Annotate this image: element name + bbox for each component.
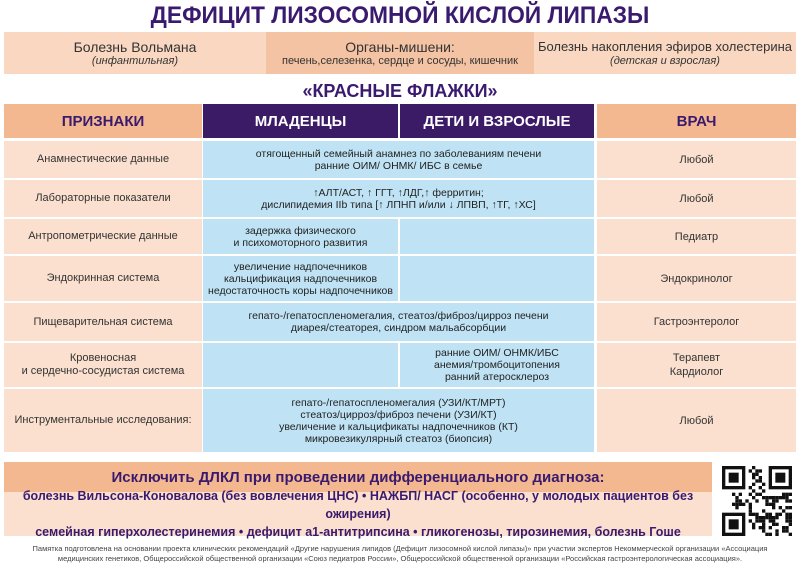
row-adult: ранние ОИМ/ ОНМК/ИБС анемия/тромбоцитопения ранний атеросклероз (400, 343, 594, 387)
row-doctor: Любой (597, 180, 796, 217)
row-doctor: Терапевт Кардиолог (597, 343, 796, 387)
row-infant: задержка физического и психомоторного развития (203, 219, 398, 254)
targets-box (266, 32, 534, 74)
row-label: Кровеносная и сердечно-сосудистая система (4, 343, 202, 387)
row-label: Анамнестические данные (4, 141, 202, 178)
qr-code (722, 466, 792, 536)
cesd-name: Болезнь накопления эфиров холестерина (537, 38, 793, 54)
row-label: Инструментальные исследования: (4, 389, 202, 452)
red-flags-heading: «КРАСНЫЕ ФЛАЖКИ» (302, 81, 498, 101)
footer-line-2: медицинских генетиков, Общероссийской общественной организации «Союз педиатров России», Общероссийской общественной организации «Российская гастроэнтерологическая ассоциация». (57, 554, 743, 563)
qr-code-icon (722, 466, 792, 536)
footer-note (4, 544, 796, 568)
row-doctor: Любой (597, 141, 796, 178)
row-label: Лабораторные показатели (4, 180, 202, 217)
row-doctor: Гастроэнтеролог (597, 303, 796, 341)
row-adult (400, 219, 594, 254)
targets-sub: печень,селезенка, сердце и сосуды, кишечник (282, 54, 518, 67)
row-combined: гепато-/гепатоспленомегалия, стеатоз/фиброз/цирроз печени диарея/стеаторея, синдром мальабсорбции (203, 303, 594, 341)
row-doctor: Педиатр (597, 219, 796, 254)
row-infant: увеличение надпочечников кальцификация надпочечников недостаточность коры надпочечников (203, 256, 398, 301)
exclude-body (4, 489, 712, 539)
wolman-box (4, 32, 266, 74)
row-label: Пищеварительная система (4, 303, 202, 341)
row-doctor: Эндокринолог (597, 256, 796, 301)
page-title: ДЕФИЦИТ ЛИЗОСОМНОЙ КИСЛОЙ ЛИПАЗЫ (150, 2, 650, 29)
row-doctor: Любой (597, 389, 796, 452)
cesd-box (534, 32, 796, 74)
footer-line-1: Памятка подготовлена на основании проекта клинических рекомендаций «Другие нарушения липидов (Дефицит лизосомной кислой липазы)» при участии экспертов Некоммерческой организации «Ассоциация (32, 544, 768, 553)
row-combined: гепато-/гепатоспленомегалия (УЗИ/КТ/МРТ) стеатоз/цирроз/фиброз печени (УЗИ/КТ) увеличение и кальцификаты надпочечников (КТ) микровезикулярный стеатоз (биопсия) (203, 389, 594, 452)
cesd-sub: (детская и взрослая) (610, 54, 720, 67)
header-doctor: ВРАЧ (597, 104, 796, 138)
row-label: Антропометрические данные (4, 219, 202, 254)
header-signs: ПРИЗНАКИ (4, 104, 202, 138)
exclude-header: Исключить ДЛКЛ при проведении дифференциального диагноза: (4, 462, 712, 492)
exclude-line-1: болезнь Вильсона-Коновалова (без вовлечения ЦНС) • НАЖБП/ НАСГ (особенно, у молодых пациентов без ожирения) (22, 489, 694, 521)
row-combined: отягощенный семейный анамнез по заболеваниям печени ранние ОИМ/ ОНМК/ ИБС в семье (203, 141, 594, 178)
targets-name: Органы-мишени: (345, 38, 455, 55)
row-infant (203, 343, 398, 387)
exclude-line-2: семейная гиперхолестеринемия • дефицит а1-антитрипсина • гликогенозы, тирозинемия, болезнь Гоше (35, 525, 681, 539)
wolman-name: Болезнь Вольмана (73, 38, 197, 55)
header-infants: МЛАДЕНЦЫ (203, 104, 398, 138)
row-label: Эндокринная система (4, 256, 202, 301)
row-adult (400, 256, 594, 301)
row-combined: ↑АЛТ/АСТ, ↑ ГГТ, ↑ЛДГ,↑ ферритин; дислипидемия IIb типа [↑ ЛПНП и/или ↓ ЛПВП, ↑ТГ, ↑ХС] (203, 180, 594, 217)
wolman-sub: (инфантильная) (91, 54, 179, 67)
header-adults: ДЕТИ И ВЗРОСЛЫЕ (400, 104, 594, 138)
